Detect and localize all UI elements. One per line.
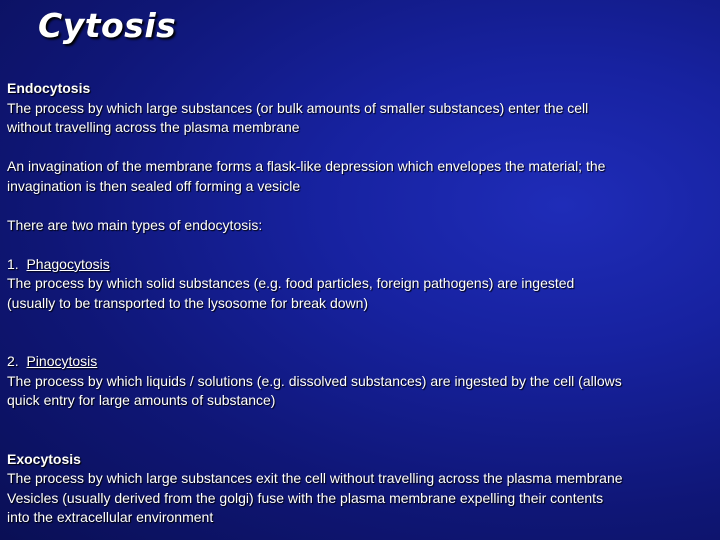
phagocytosis-line-2: (usually to be transported to the lysosome for break down) [7, 294, 369, 311]
endocytosis-mechanism-line-2: invagination is then sealed off forming a vesicle [7, 177, 301, 194]
slide-title: Cytosis [38, 6, 177, 45]
phagocytosis-line-1: The process by which solid substances (e.g. food particles, foreign pathogens) are ingested [7, 275, 575, 291]
spacer [7, 138, 715, 158]
phagocytosis-number: 1. [7, 255, 19, 272]
exocytosis-line-3: into the extracellular environment [7, 509, 214, 525]
spacer [7, 411, 715, 450]
slide-body [7, 79, 715, 528]
spacer [7, 196, 715, 216]
exocytosis-line-1: The process by which large substances exit the cell without travelling across the plasma membrane [7, 470, 623, 486]
endocytosis-types-intro: There are two main types of endocytosis: [7, 216, 263, 233]
phagocytosis-name: Phagocytosis [26, 255, 110, 272]
spacer [7, 235, 715, 255]
pinocytosis-name: Pinocytosis [26, 353, 98, 369]
phagocytosis-title [7, 255, 715, 275]
endocytosis-mechanism-line-1: An invagination of the membrane forms a flask-like depression which envelopes the material; the [7, 158, 606, 174]
pinocytosis-number: 2. [7, 353, 19, 369]
pinocytosis-line-2: quick entry for large amounts of substance) [7, 392, 276, 408]
exocytosis-line-2: Vesicles (usually derived from the golgi) fuse with the plasma membrane expelling their contents [7, 489, 604, 506]
endocytosis-definition-line-1: The process by which large substances (or bulk amounts of smaller substances) enter the cell [7, 99, 589, 116]
spacer [7, 313, 715, 352]
pinocytosis-title [7, 352, 715, 372]
endocytosis-heading: Endocytosis [7, 80, 91, 96]
exocytosis-heading: Exocytosis [7, 450, 81, 467]
pinocytosis-line-1: The process by which liquids / solutions (e.g. dissolved substances) are ingested by the cell (allows [7, 372, 622, 389]
endocytosis-definition-line-2: without travelling across the plasma membrane [7, 119, 300, 135]
